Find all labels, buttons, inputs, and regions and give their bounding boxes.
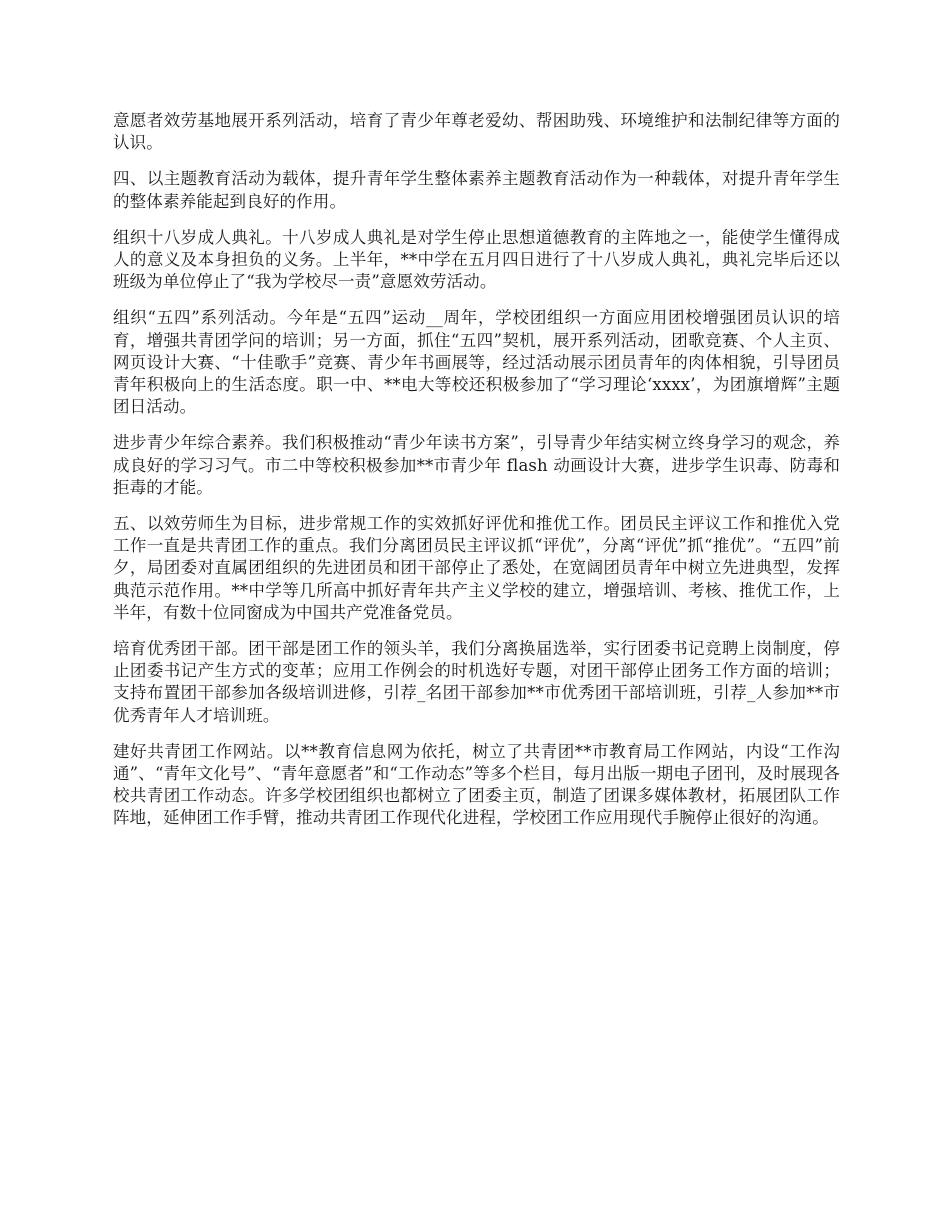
document-body (113, 110, 840, 844)
paragraph-coming-of-age-ceremony: 组织十八岁成人典礼。十八岁成人典礼是对学生停止思想道德教育的主阵地之一，能使学生懂得成人的意义及本身担负的义务。上半年，**中学在五月四日进行了十八岁成人典礼，典礼完毕后还以班级为单位停止了“我为学校尽一责”意愿效劳活动。 (113, 227, 840, 292)
paragraph-section-five-heading: 五、以效劳师生为目标，进步常规工作的实效抓好评优和推优工作。团员民主评议工作和推优入党工作一直是共青团工作的重点。我们分离团员民主评议抓“评优”，分离“评优”抓“推优”。“五四”前夕，局团委对直属团组织的先进团员和团干部停止了悉处，在宽阔团员青年中树立先进典型，发挥典范示范作用。**中学等几所高中抓好青年共产主义学校的建立，增强培训、考核、推优工作，上半年，有数十位同窗成为中国共产党准备党员。 (113, 514, 840, 622)
paragraph-cadre-training: 培育优秀团干部。团干部是团工作的领头羊，我们分离换届选举，实行团委书记竞聘上岗制度，停止团委书记产生方式的变革；应用工作例会的时机选好专题，对团干部停止团务工作方面的培训；支持布置团干部参加各级培训进修，引荐_名团干部参加**市优秀团干部培训班，引荐_人参加**市优秀青年人才培训班。 (113, 639, 840, 725)
paragraph-website: 建好共青团工作网站。以**教育信息网为依托，树立了共青团**市教育局工作网站，内设“工作沟通”、“青年文化号”、“青年意愿者”和“工作动态”等多个栏目，每月出版一期电子团刊，及时展现各校共青团工作动态。许多学校团组织也都树立了团委主页，制造了团课多媒体教材，拓展团队工作阵地，延伸团工作手臂，推动共青团工作现代化进程，学校团工作应用现代手腕停止很好的沟通。 (113, 741, 840, 828)
paragraph-youth-quality: 进步青少年综合素养。我们积极推动“青少年读书方案”，引导青少年结实树立终身学习的观念，养成良好的学习习气。市二中等校积极参加**市青少年 flash 动画设计大赛，进步学生识毒、防毒和拒毒的才能。 (113, 433, 840, 497)
paragraph-volunteer-base: 意愿者效劳基地展开系列活动，培育了青少年尊老爱幼、帮困助残、环境维护和法制纪律等方面的认识。 (113, 111, 840, 153)
paragraph-section-four-heading: 四、以主题教育活动为载体，提升青年学生整体素养主题教育活动作为一种载体，对提升青年学生的整体素养能起到良好的作用。 (113, 169, 840, 211)
paragraph-may-fourth-activities: 组织“五四”系列活动。今年是“五四”运动__周年，学校团组织一方面应用团校增强团员认识的培育，增强共青团学问的培训；另一方面，抓住“五四”契机，展开系列活动，团歌竞赛、个人主页、网页设计大赛、“十佳歌手”竞赛、青少年书画展等，经过活动展示团员青年的肉体相貌，引导团员青年积极向上的生活态度。职一中、**电大等校还积极参加了“学习理论‘xxxx’，为团旗增辉”主题团日活动。 (113, 308, 840, 417)
